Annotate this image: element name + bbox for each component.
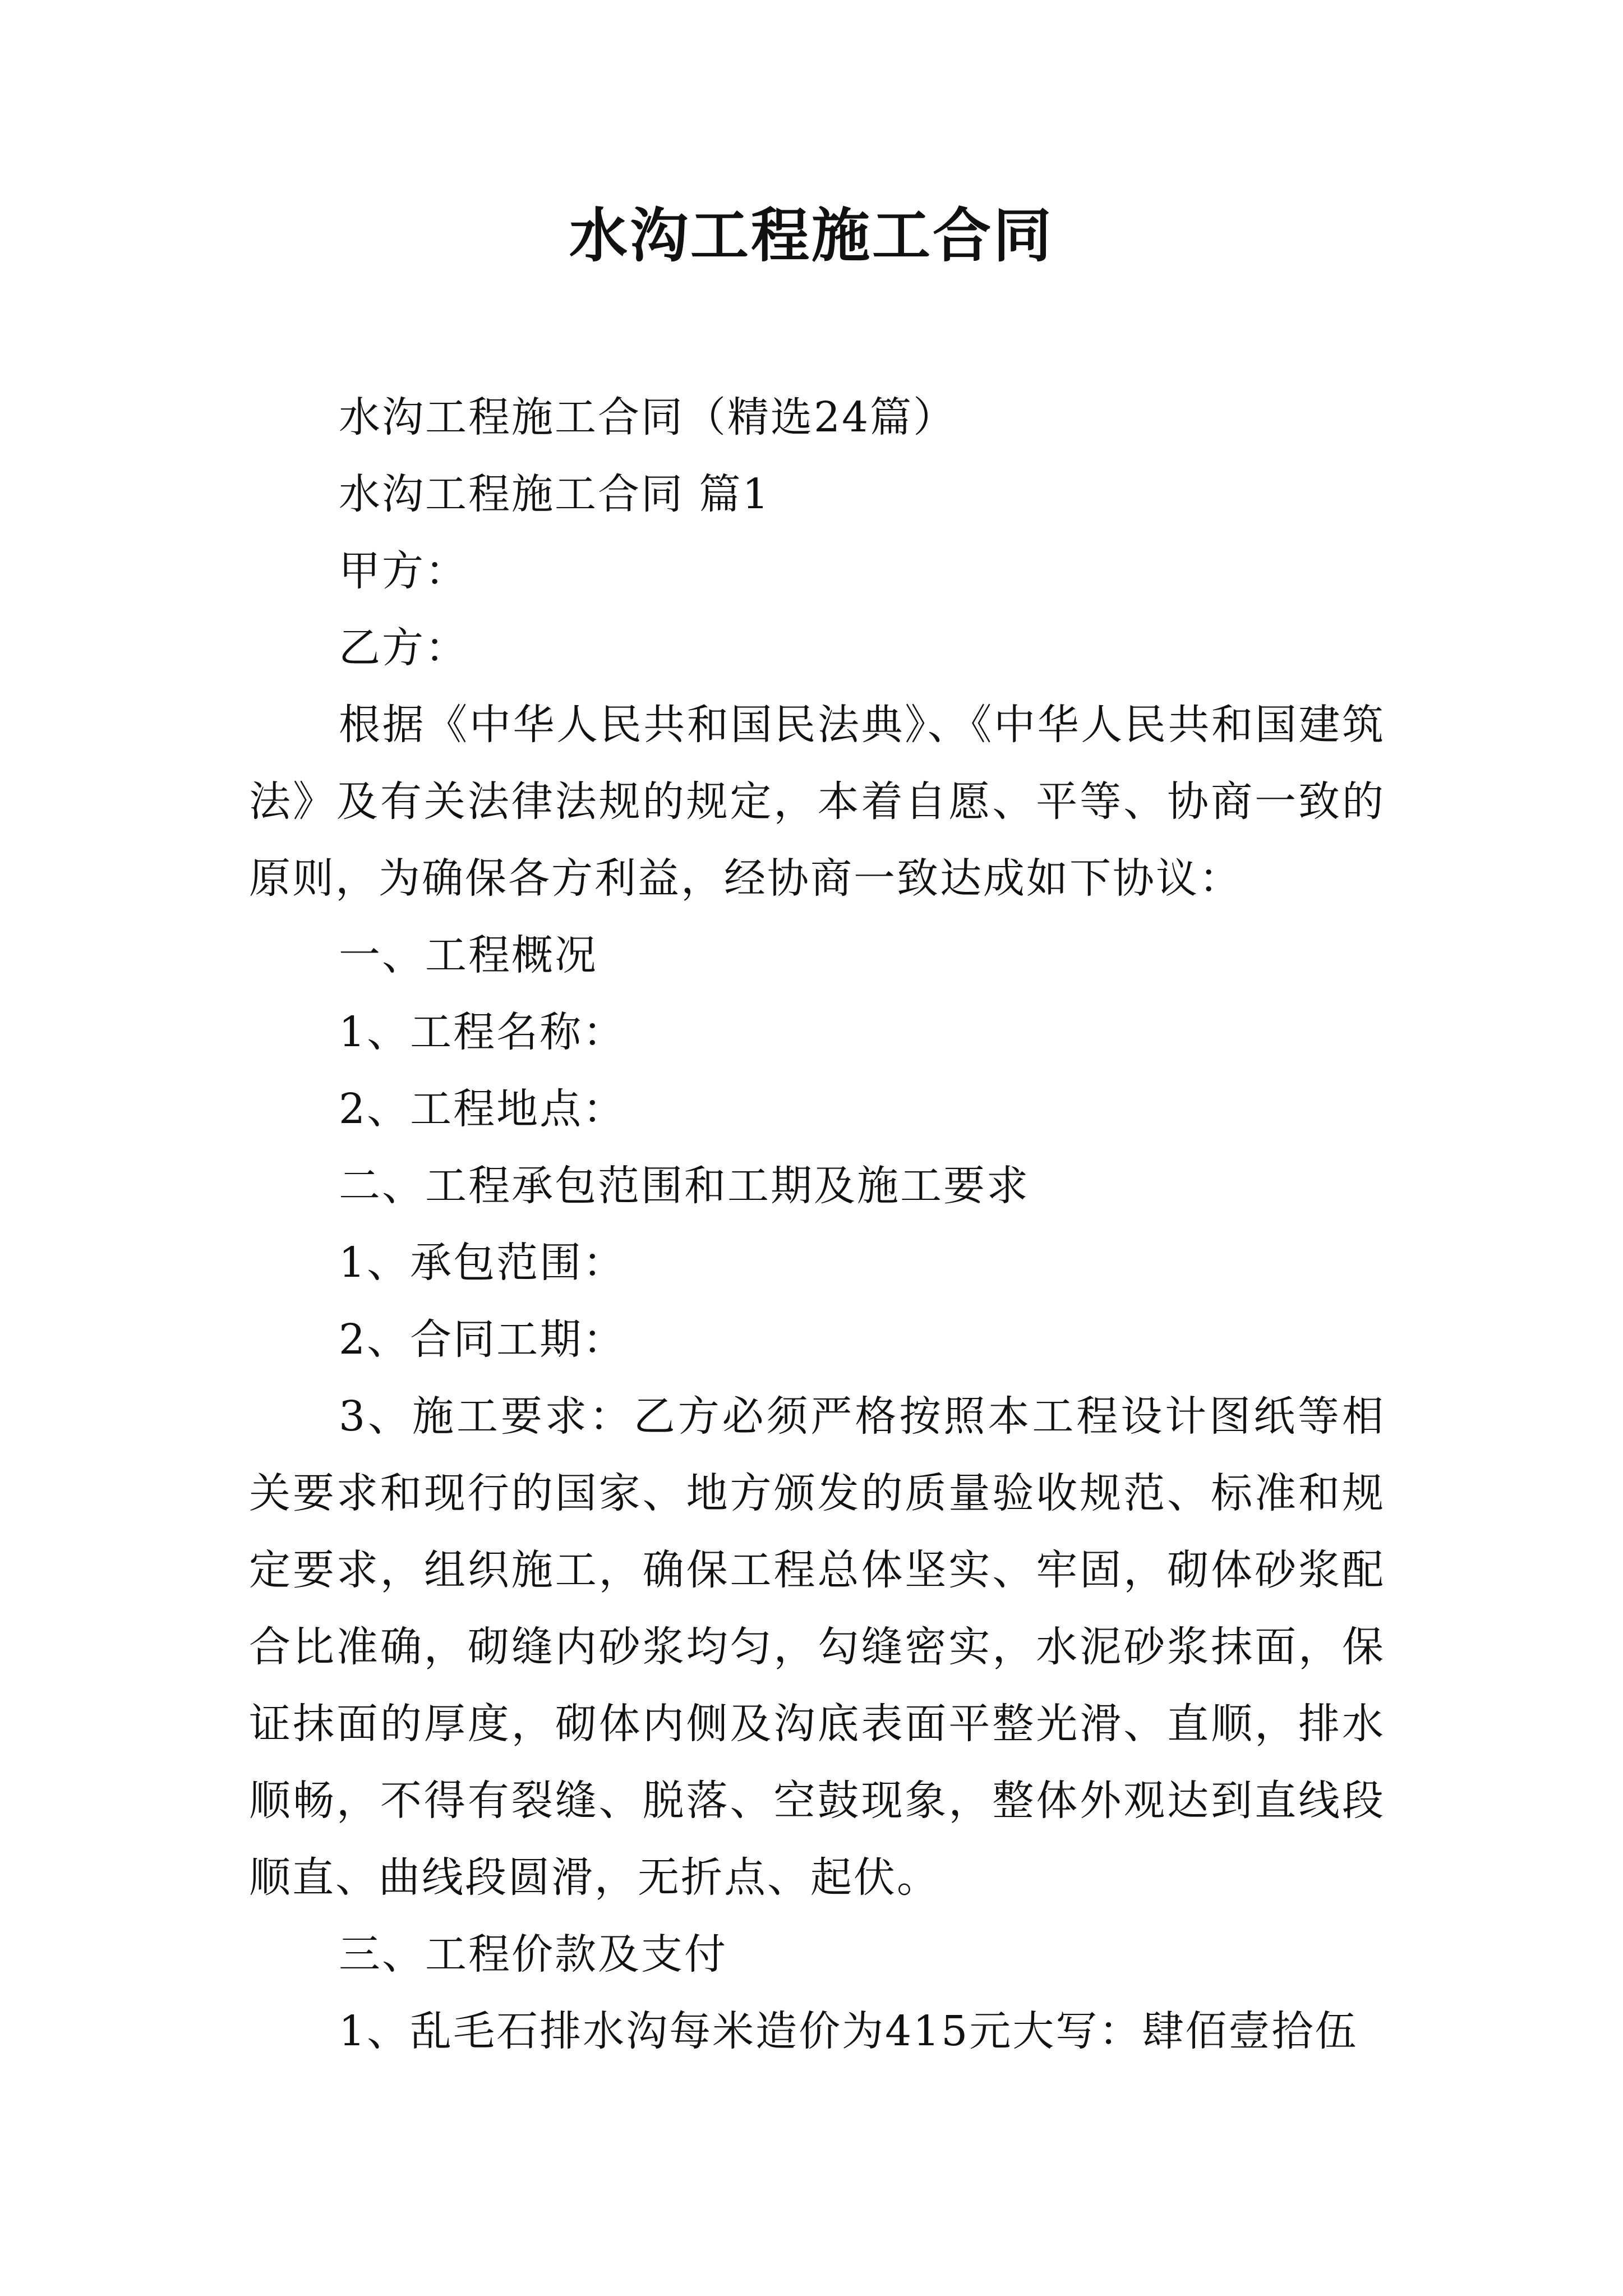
paragraph-requirements: 3、施工要求：乙方必须严格按照本工程设计图纸等相关要求和现行的国家、地方颁发的质量验收规范、标准和规定要求，组织施工，确保工程总体坚实、牢固，砌体砂浆配合比准确，砌缝内砂浆均匀，勾缝密实，水泥砂浆抹面，保证抹面的厚度，砌体内侧及沟底表面平整光滑、直顺，排水顺畅，不得有裂缝、脱落、空鼓现象，整体外观达到直线段顺直、曲线段圆滑，无折点、起伏。 (249, 1392, 1385, 1902)
paragraph-heading-scope: 二、工程承包范围和工期及施工要求 (339, 1162, 1030, 1210)
paragraph-project-name: 1、工程名称： (339, 1008, 626, 1056)
paragraph-section-heading: 水沟工程施工合同 篇1 (339, 470, 771, 518)
paragraph-price: 1、乱毛石排水沟每米造价为415元大写：肆佰壹拾伍 (339, 2007, 1358, 2055)
paragraph-party-b: 乙方： (339, 624, 468, 672)
paragraph-party-a: 甲方： (339, 547, 468, 595)
document-title: 水沟工程施工合同 (569, 201, 1054, 270)
paragraph-scope: 1、承包范围： (339, 1239, 626, 1287)
paragraph-subtitle: 水沟工程施工合同（精选24篇） (339, 393, 957, 441)
paragraph-duration: 2、合同工期： (339, 1315, 626, 1364)
document-body (249, 379, 1385, 2070)
paragraph-heading-overview: 一、工程概况 (339, 931, 598, 979)
paragraph-preamble: 根据《中华人民共和国民法典》、《中华人民共和国建筑法》及有关法律法规的规定，本着自愿、平等、协商一致的原则，为确保各方利益，经协商一致达成如下协议： (249, 701, 1385, 903)
paragraph-project-location: 2、工程地点： (339, 1085, 626, 1133)
paragraph-heading-price: 三、工程价款及支付 (339, 1930, 727, 1978)
